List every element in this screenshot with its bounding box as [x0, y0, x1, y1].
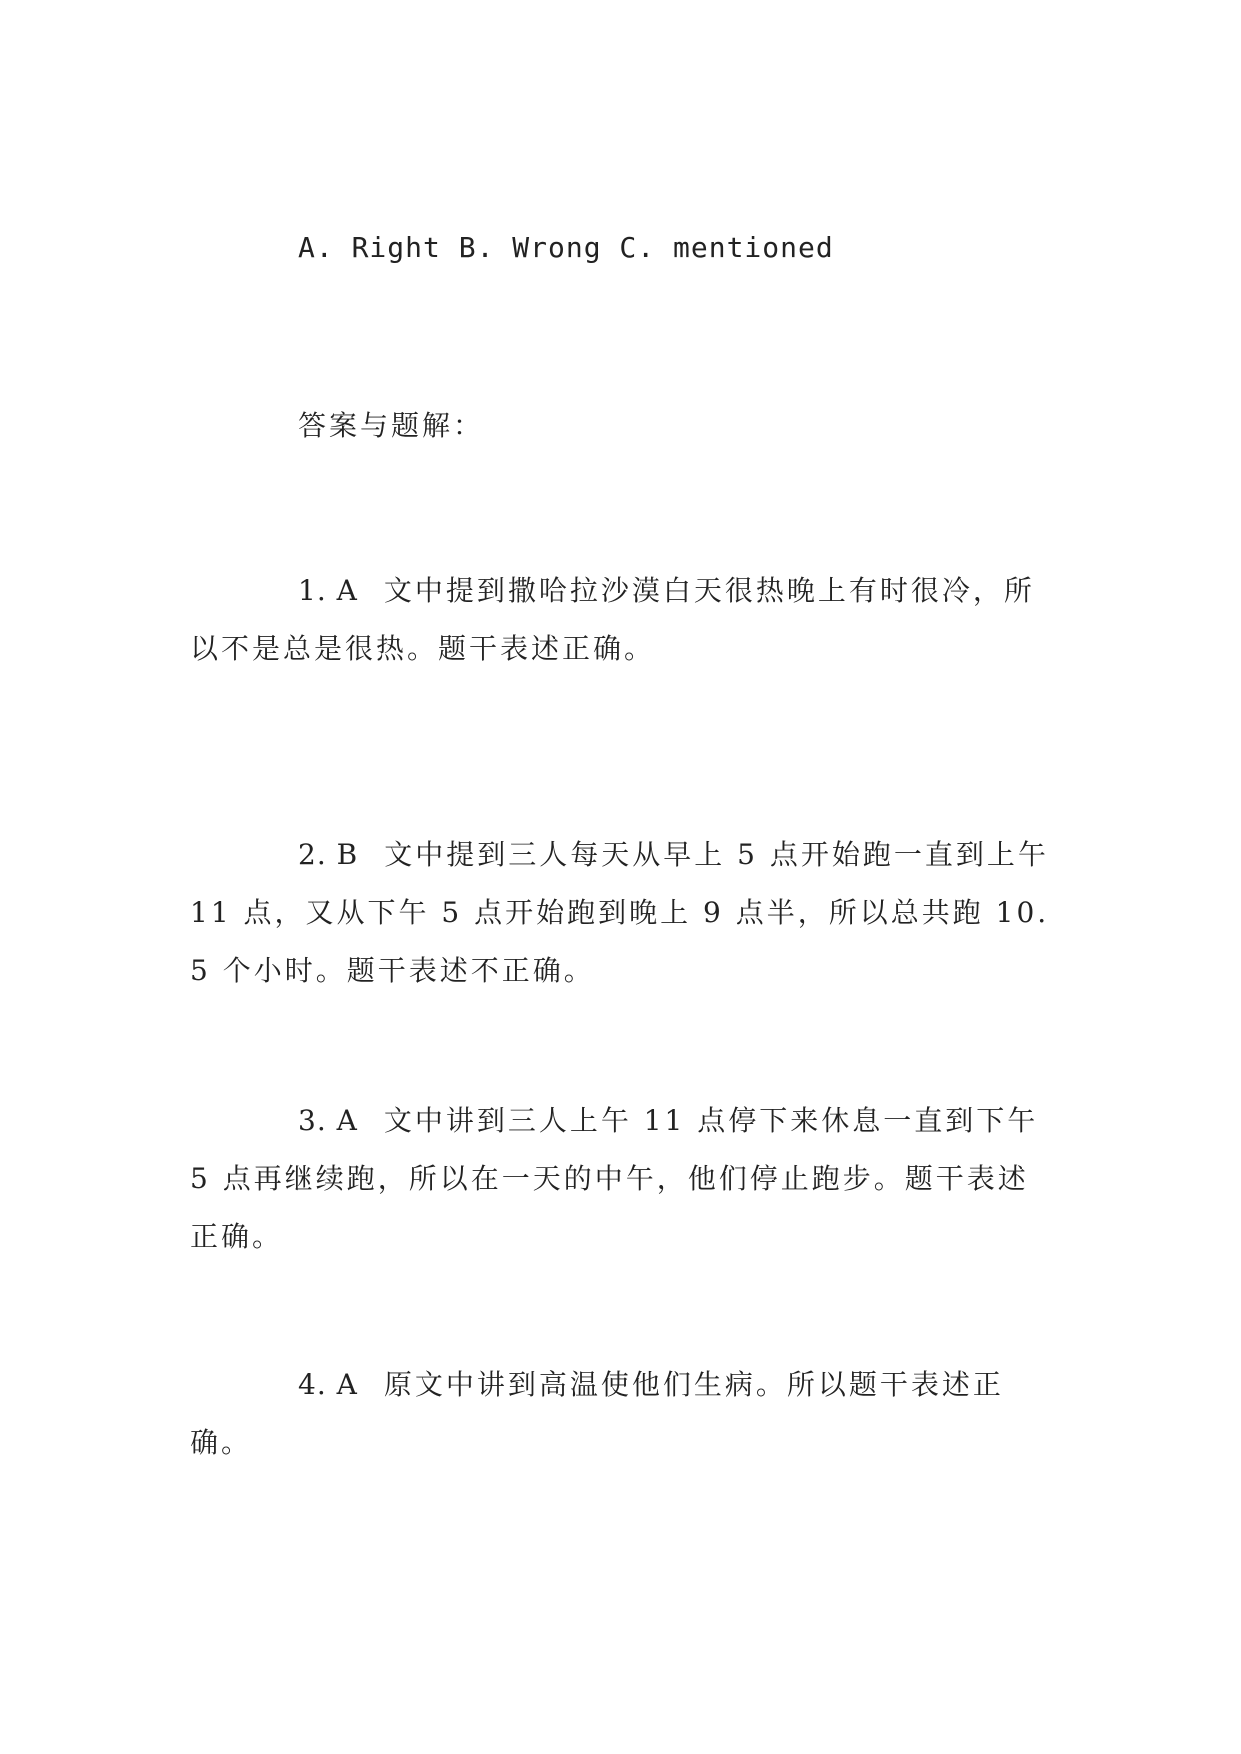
- options-text: A. Right B. Wrong C. mentioned: [298, 231, 834, 264]
- answer-3-explanation: 文中讲到三人上午 11 点停下来休息一直到下午 5 点再继续跑，所以在一天的中午，他们停止跑步。题干表述正确。: [190, 1104, 1039, 1253]
- answer-item-1: [190, 562, 1050, 678]
- answer-2-label: 2. B: [298, 838, 359, 871]
- answer-1-explanation: 文中提到撒哈拉沙漠白天很热晚上有时很冷，所以不是总是很热。题干表述正确。: [190, 574, 1035, 665]
- answer-1-label: 1. A: [298, 574, 358, 607]
- answer-item-4: [190, 1356, 1050, 1472]
- answer-3-label: 3. A: [298, 1104, 358, 1137]
- answer-2-explanation: 文中提到三人每天从早上 5 点开始跑一直到上午 11 点，又从下午 5 点开始跑到晚上 9 点半，所以总共跑 10.5 个小时。题干表述不正确。: [190, 838, 1050, 987]
- answers-heading: [190, 397, 1050, 455]
- answer-options-line: [190, 219, 1050, 277]
- answer-4-label: 4. A: [298, 1368, 358, 1401]
- heading-text: 答案与题解：: [298, 409, 485, 442]
- answer-item-3: [190, 1092, 1050, 1266]
- answer-item-2: [190, 826, 1050, 1000]
- answer-4-explanation: 原文中讲到高温使他们生病。所以题干表述正确。: [190, 1368, 1004, 1459]
